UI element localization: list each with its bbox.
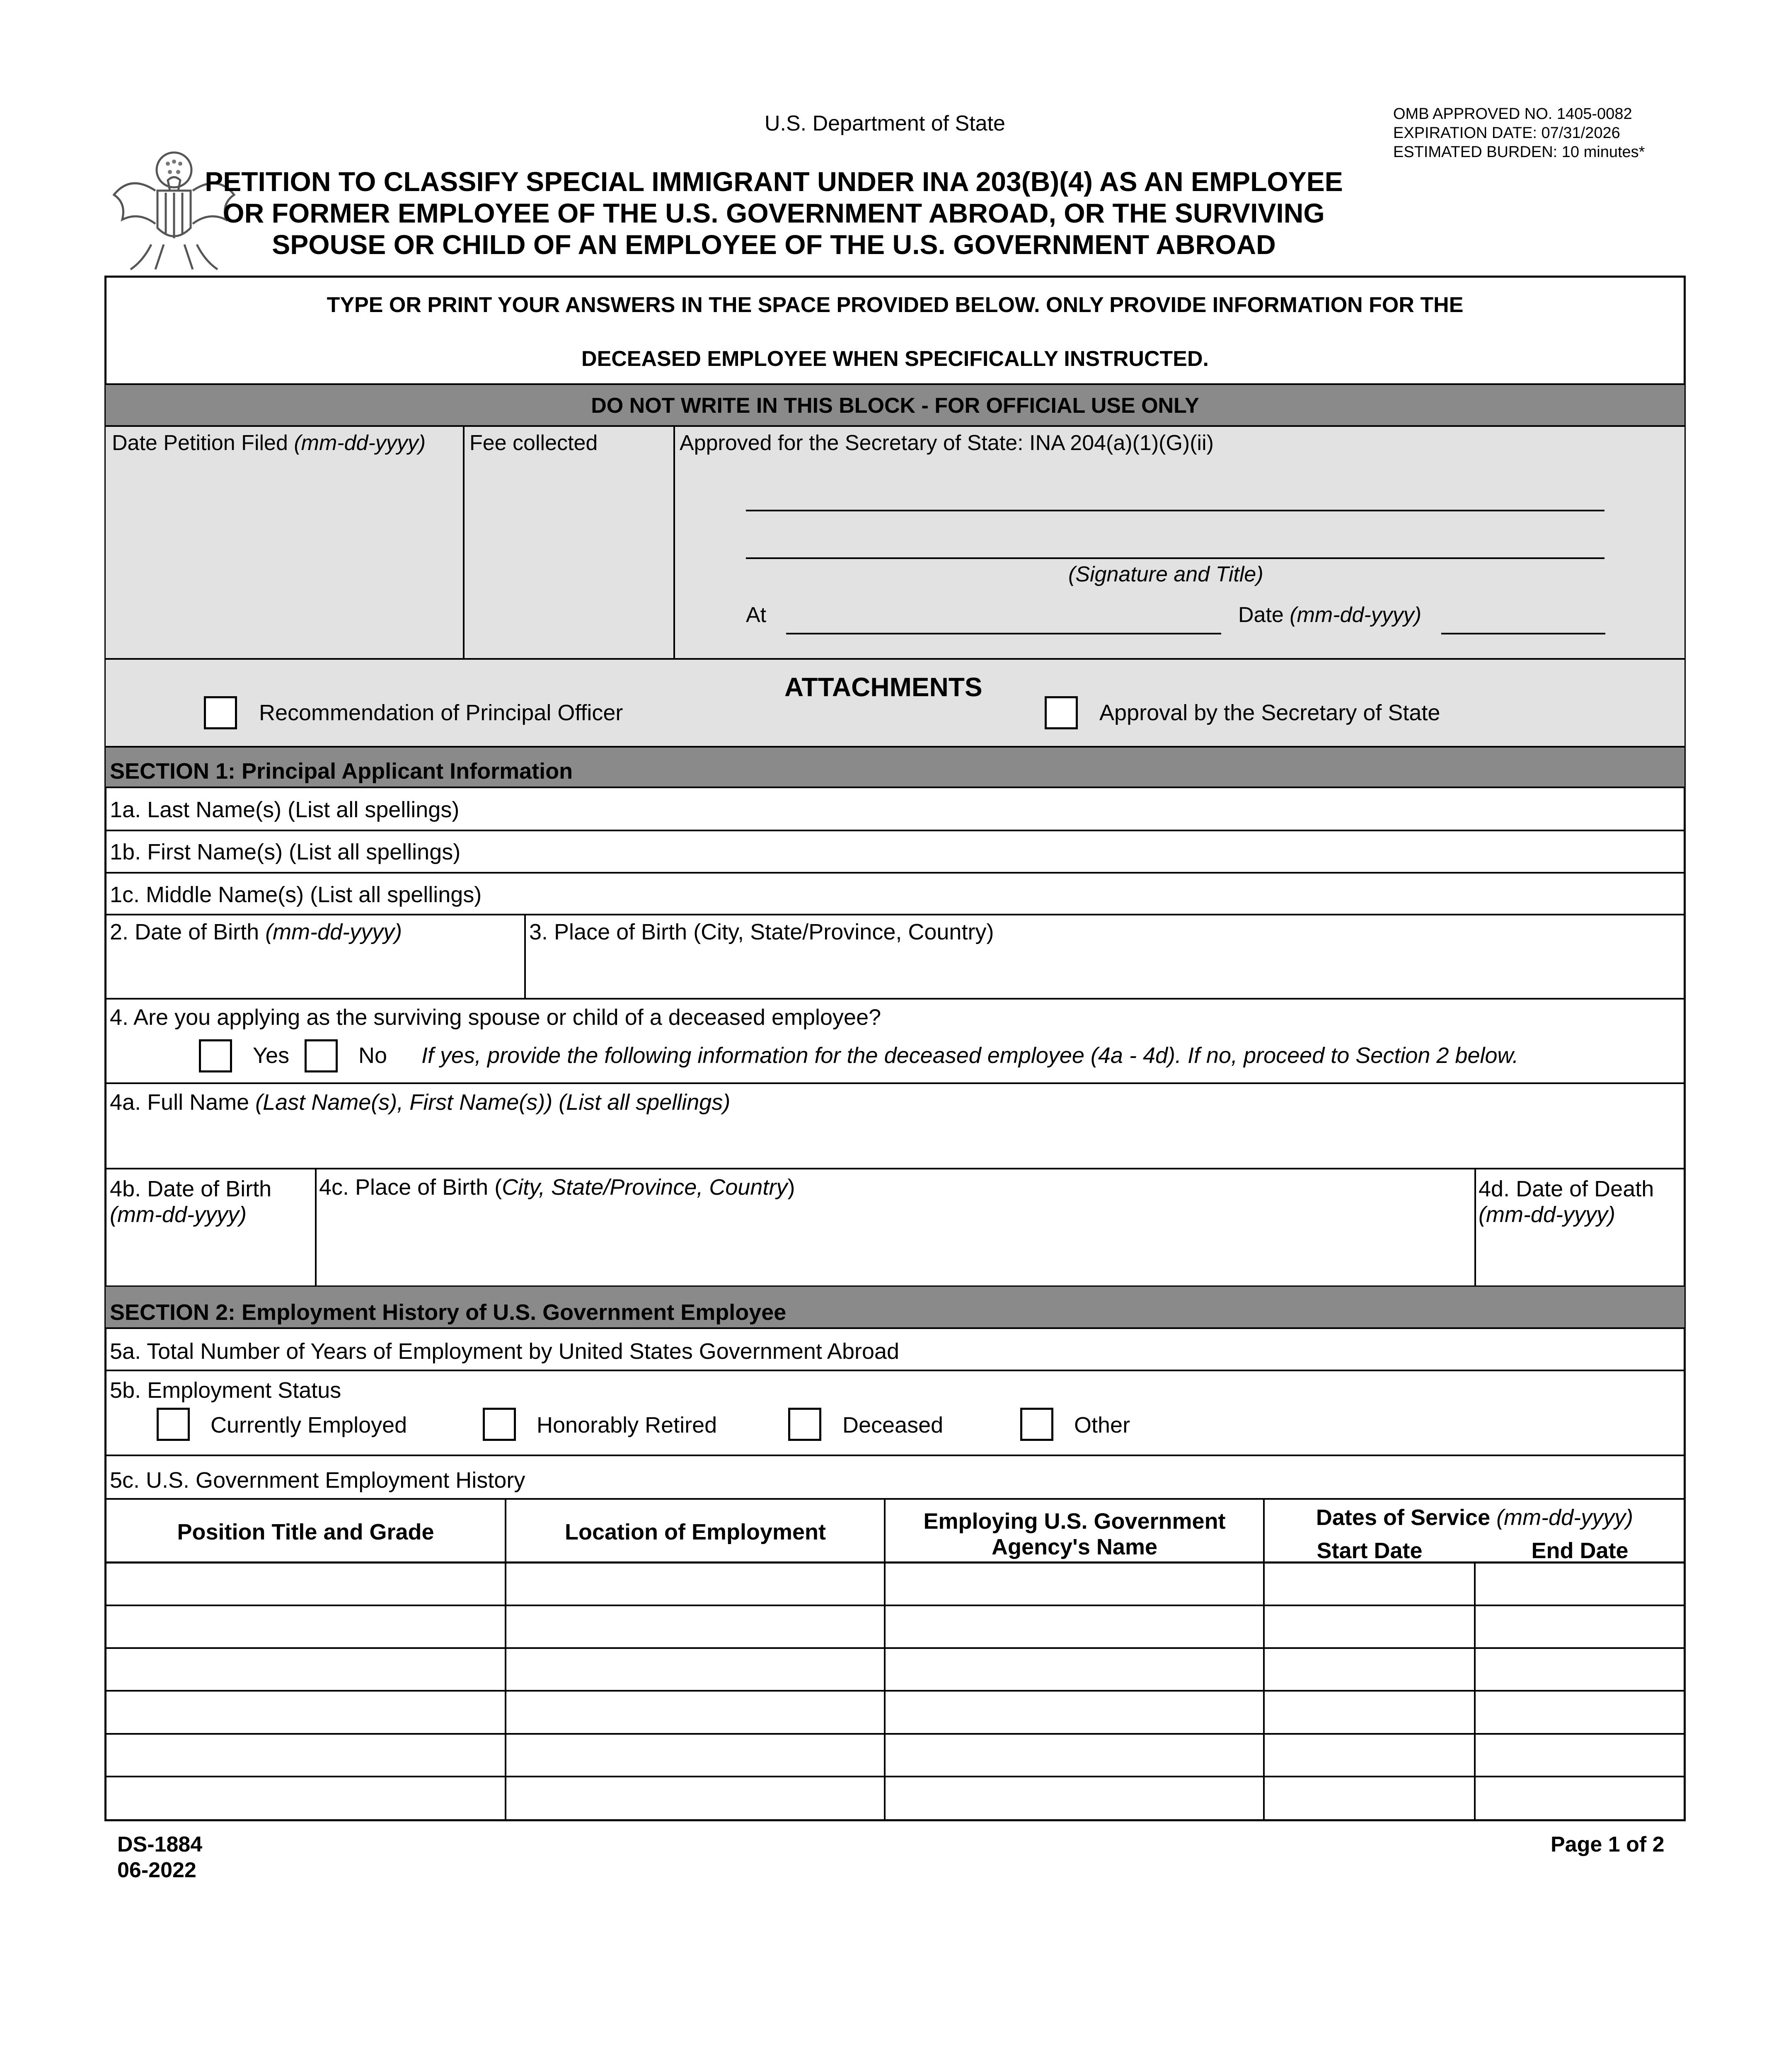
fee-collected-field[interactable] <box>465 460 671 655</box>
secretary-approval-label: Approval by the Secretary of State <box>1099 700 1440 725</box>
deceased-checkbox[interactable] <box>788 1408 821 1441</box>
omb-info <box>1393 104 1645 162</box>
title-line-3: SPOUSE OR CHILD OF AN EMPLOYEE OF THE U.S. GOVERNMENT ABROAD <box>272 229 1276 260</box>
divider <box>106 1455 1684 1456</box>
form-title <box>0 166 1548 260</box>
table-row[interactable] <box>106 1563 1684 1605</box>
official-use-title: DO NOT WRITE IN THIS BLOCK - FOR OFFICIAL USE ONLY <box>591 394 1199 418</box>
date-petition-filed-label: Date Petition Filed (mm-dd-yyyy) <box>112 431 426 455</box>
col-end-date-header: End Date <box>1531 1538 1629 1563</box>
deceased-label: Deceased <box>842 1413 944 1438</box>
divider <box>463 427 465 659</box>
middle-name-label: 1c. Middle Name(s) (List all spellings) <box>110 882 482 907</box>
col-position-header: Position Title and Grade <box>177 1520 434 1544</box>
instructions-line-2: DECEASED EMPLOYEE WHEN SPECIFICALLY INSTRUCTED. <box>581 347 1209 371</box>
attachments-title: ATTACHMENTS <box>784 672 983 702</box>
instructions-line-1: TYPE OR PRINT YOUR ANSWERS IN THE SPACE PROVIDED BELOW. ONLY PROVIDE INFORMATION FOR THE <box>327 293 1464 317</box>
no-label: No <box>358 1043 387 1068</box>
surviving-spouse-instruction: If yes, provide the following information for the deceased employee (4a - 4d). If no, proceed to Section 2 below. <box>421 1043 1519 1068</box>
table-row[interactable] <box>106 1692 1684 1733</box>
no-checkbox[interactable] <box>305 1039 338 1072</box>
yes-checkbox[interactable] <box>199 1039 232 1072</box>
approval-date-field[interactable] <box>1441 633 1605 634</box>
at-label: At <box>746 603 767 627</box>
yes-label: Yes <box>253 1043 290 1068</box>
deceased-full-name-label: 4a. Full Name (Last Name(s), First Name(s)) (List all spellings) <box>110 1090 731 1115</box>
first-name-label: 1b. First Name(s) (List all spellings) <box>110 840 461 864</box>
form-number: DS-1884 <box>117 1832 203 1857</box>
divider <box>673 427 675 659</box>
approval-date-label: Date (mm-dd-yyyy) <box>1238 603 1422 627</box>
surviving-spouse-question: 4. Are you applying as the surviving spouse or child of a deceased employee? <box>110 1005 881 1030</box>
table-row[interactable] <box>106 1735 1684 1776</box>
divider <box>106 746 1684 748</box>
title-line-1: PETITION TO CLASSIFY SPECIAL IMMIGRANT UNDER INA 203(B)(4) AS AN EMPLOYEE <box>205 166 1343 197</box>
col-start-date-header: Start Date <box>1317 1538 1423 1563</box>
divider <box>106 1370 1684 1371</box>
recommendation-checkbox[interactable] <box>204 696 237 729</box>
divider <box>1474 1168 1476 1286</box>
title-line-2: OR FORMER EMPLOYEE OF THE U.S. GOVERNMENT ABROAD, OR THE SURVIVING <box>223 198 1325 228</box>
page-number: Page 1 of 2 <box>1551 1832 1665 1857</box>
divider <box>106 1498 1684 1500</box>
deceased-date-of-birth-label: 4b. Date of Birth (mm-dd-yyyy) <box>110 1176 272 1227</box>
col-dates-header: Dates of Service (mm-dd-yyyy) <box>1316 1505 1634 1530</box>
divider <box>106 998 1684 1000</box>
at-location-field[interactable] <box>786 633 1221 634</box>
fee-collected-label: Fee collected <box>469 431 598 455</box>
date-petition-filed-field[interactable] <box>108 460 461 655</box>
date-of-birth-label: 2. Date of Birth (mm-dd-yyyy) <box>110 920 402 944</box>
other-checkbox[interactable] <box>1020 1408 1053 1441</box>
deceased-place-of-birth-label: 4c. Place of Birth (City, State/Province, Country) <box>319 1175 795 1200</box>
form-revision-date: 06-2022 <box>117 1858 196 1882</box>
table-row[interactable] <box>106 1777 1684 1819</box>
other-label: Other <box>1074 1413 1130 1438</box>
col-agency-header: Employing U.S. Government Agency's Name <box>923 1509 1226 1559</box>
divider <box>106 383 1684 385</box>
table-row[interactable] <box>106 1649 1684 1690</box>
years-of-employment-label: 5a. Total Number of Years of Employment by United States Government Abroad <box>110 1339 900 1364</box>
date-of-death-label: 4d. Date of Death (mm-dd-yyyy) <box>1479 1176 1654 1227</box>
department-name: U.S. Department of State <box>765 111 1005 136</box>
currently-employed-label: Currently Employed <box>211 1413 407 1438</box>
signature-line-2[interactable] <box>746 557 1604 559</box>
honorably-retired-checkbox[interactable] <box>483 1408 516 1441</box>
last-name-label: 1a. Last Name(s) (List all spellings) <box>110 797 460 822</box>
omb-expiration: EXPIRATION DATE: 07/31/2026 <box>1393 124 1620 142</box>
currently-employed-checkbox[interactable] <box>157 1408 190 1441</box>
section2-title: SECTION 2: Employment History of U.S. Government Employee <box>110 1300 787 1325</box>
signature-caption: (Signature and Title) <box>1068 562 1263 586</box>
omb-burden: ESTIMATED BURDEN: 10 minutes* <box>1393 143 1645 161</box>
col-location-header: Location of Employment <box>564 1520 826 1544</box>
signature-line-1[interactable] <box>746 510 1604 511</box>
honorably-retired-label: Honorably Retired <box>537 1413 717 1438</box>
divider <box>524 914 526 999</box>
recommendation-label: Recommendation of Principal Officer <box>259 700 623 725</box>
omb-number: OMB APPROVED NO. 1405-0082 <box>1393 105 1632 123</box>
secretary-approval-checkbox[interactable] <box>1045 696 1078 729</box>
table-row[interactable] <box>106 1606 1684 1647</box>
employment-status-label: 5b. Employment Status <box>110 1378 341 1403</box>
approved-label: Approved for the Secretary of State: INA 204(a)(1)(G)(ii) <box>680 431 1214 455</box>
employment-history-label: 5c. U.S. Government Employment History <box>110 1468 525 1493</box>
place-of-birth-label: 3. Place of Birth (City, State/Province, Country) <box>529 920 994 944</box>
divider <box>315 1168 317 1286</box>
section1-title: SECTION 1: Principal Applicant Information <box>110 759 573 784</box>
